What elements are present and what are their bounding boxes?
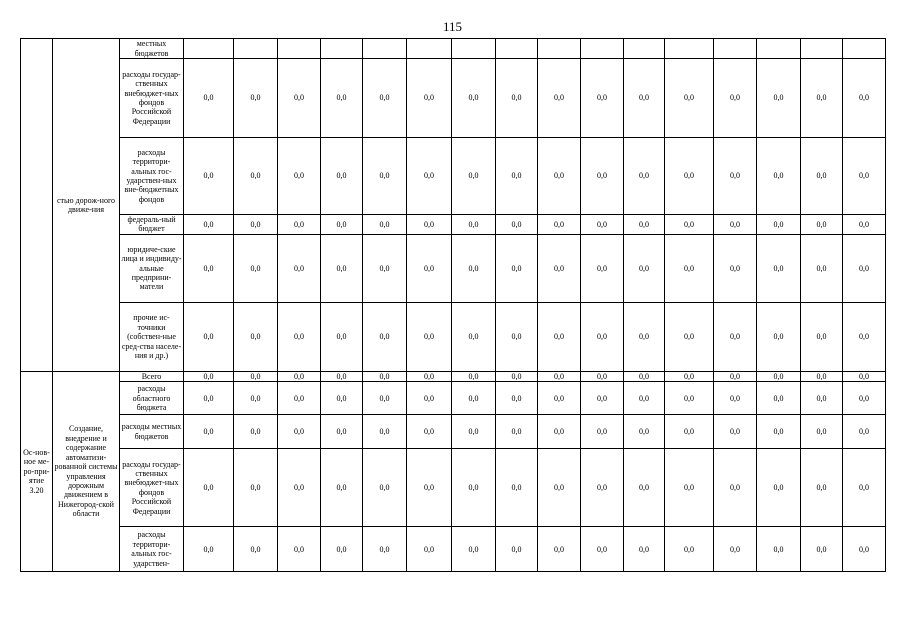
value-cell: 0,0 (714, 449, 757, 527)
value-cell: 0,0 (757, 59, 801, 138)
value-cell: 0,0 (407, 382, 452, 415)
value-cell: 0,0 (452, 382, 496, 415)
value-cell: 0,0 (624, 302, 665, 371)
value-cell: 0,0 (714, 415, 757, 449)
value-cell: 0,0 (496, 234, 538, 302)
value-cell: 0,0 (363, 302, 407, 371)
table-row (21, 382, 886, 415)
budget-table (20, 38, 886, 572)
value-cell: 0,0 (321, 234, 363, 302)
value-cell: 0,0 (452, 138, 496, 215)
value-cell: 0,0 (234, 302, 278, 371)
value-cell: 0,0 (496, 59, 538, 138)
value-cell: 0,0 (714, 234, 757, 302)
value-cell: 0,0 (363, 382, 407, 415)
value-cell: 0,0 (801, 449, 843, 527)
value-cell: 0,0 (407, 527, 452, 572)
funding-source-label: Всего (120, 371, 184, 381)
value-cell: 0,0 (665, 215, 714, 235)
value-cell: 0,0 (321, 215, 363, 235)
value-cell: 0,0 (321, 59, 363, 138)
table-row (21, 415, 886, 449)
table-row (21, 215, 886, 235)
value-cell (581, 39, 624, 59)
value-cell: 0,0 (581, 415, 624, 449)
value-cell: 0,0 (538, 234, 581, 302)
value-cell: 0,0 (452, 449, 496, 527)
activity-number-cell: Ос-нов-ное ме-ро-при-ятие 3.20 (21, 371, 53, 571)
value-cell: 0,0 (452, 415, 496, 449)
value-cell: 0,0 (624, 59, 665, 138)
value-cell: 0,0 (452, 527, 496, 572)
value-cell (757, 39, 801, 59)
value-cell: 0,0 (843, 449, 886, 527)
value-cell: 0,0 (843, 234, 886, 302)
value-cell: 0,0 (234, 415, 278, 449)
value-cell: 0,0 (843, 138, 886, 215)
value-cell: 0,0 (278, 59, 321, 138)
value-cell: 0,0 (321, 382, 363, 415)
value-cell: 0,0 (321, 371, 363, 381)
value-cell (665, 39, 714, 59)
value-cell: 0,0 (363, 371, 407, 381)
value-cell: 0,0 (184, 527, 234, 572)
funding-source-label: расходы государ-ственных внебюджет-ных фондов Российской Федерации (120, 449, 184, 527)
value-cell: 0,0 (714, 59, 757, 138)
value-cell: 0,0 (407, 215, 452, 235)
value-cell: 0,0 (801, 371, 843, 381)
funding-source-label: местных бюджетов (120, 39, 184, 59)
value-cell: 0,0 (184, 215, 234, 235)
value-cell: 0,0 (407, 59, 452, 138)
value-cell: 0,0 (496, 449, 538, 527)
table-row (21, 234, 886, 302)
value-cell: 0,0 (757, 527, 801, 572)
value-cell (801, 39, 843, 59)
value-cell (496, 39, 538, 59)
value-cell: 0,0 (234, 449, 278, 527)
value-cell: 0,0 (496, 371, 538, 381)
value-cell: 0,0 (757, 138, 801, 215)
value-cell (234, 39, 278, 59)
value-cell (624, 39, 665, 59)
value-cell: 0,0 (321, 302, 363, 371)
value-cell: 0,0 (757, 215, 801, 235)
value-cell: 0,0 (363, 415, 407, 449)
value-cell: 0,0 (496, 415, 538, 449)
value-cell: 0,0 (801, 382, 843, 415)
value-cell (714, 39, 757, 59)
value-cell: 0,0 (665, 371, 714, 381)
value-cell: 0,0 (801, 59, 843, 138)
value-cell: 0,0 (363, 59, 407, 138)
value-cell: 0,0 (581, 371, 624, 381)
funding-source-label: расходы территори-альных гос-ударствен-ных вне-бюджетных фондов (120, 138, 184, 215)
value-cell: 0,0 (184, 138, 234, 215)
value-cell: 0,0 (321, 527, 363, 572)
value-cell: 0,0 (278, 415, 321, 449)
value-cell: 0,0 (843, 215, 886, 235)
value-cell: 0,0 (843, 415, 886, 449)
value-cell: 0,0 (538, 371, 581, 381)
value-cell: 0,0 (184, 415, 234, 449)
value-cell: 0,0 (184, 371, 234, 381)
value-cell: 0,0 (538, 415, 581, 449)
value-cell: 0,0 (624, 527, 665, 572)
value-cell: 0,0 (363, 138, 407, 215)
value-cell: 0,0 (452, 234, 496, 302)
value-cell: 0,0 (234, 138, 278, 215)
value-cell: 0,0 (665, 449, 714, 527)
value-cell: 0,0 (538, 382, 581, 415)
value-cell: 0,0 (452, 302, 496, 371)
value-cell: 0,0 (496, 215, 538, 235)
table-row (21, 59, 886, 138)
value-cell: 0,0 (278, 449, 321, 527)
value-cell: 0,0 (278, 302, 321, 371)
activity-number-cell (21, 39, 53, 372)
value-cell: 0,0 (665, 415, 714, 449)
value-cell: 0,0 (538, 138, 581, 215)
value-cell: 0,0 (452, 59, 496, 138)
value-cell: 0,0 (757, 382, 801, 415)
value-cell (321, 39, 363, 59)
value-cell: 0,0 (363, 215, 407, 235)
value-cell: 0,0 (496, 302, 538, 371)
value-cell: 0,0 (538, 527, 581, 572)
value-cell: 0,0 (538, 59, 581, 138)
value-cell: 0,0 (407, 302, 452, 371)
funding-source-label: юридиче-ские лица и индивиду-альные предприни-матели (120, 234, 184, 302)
table-row (21, 39, 886, 59)
value-cell: 0,0 (581, 302, 624, 371)
value-cell: 0,0 (801, 234, 843, 302)
value-cell: 0,0 (363, 449, 407, 527)
table-row (21, 302, 886, 371)
value-cell: 0,0 (801, 527, 843, 572)
value-cell: 0,0 (665, 527, 714, 572)
value-cell: 0,0 (234, 215, 278, 235)
value-cell: 0,0 (714, 215, 757, 235)
value-cell: 0,0 (624, 234, 665, 302)
budget-table-body (21, 39, 886, 572)
value-cell: 0,0 (184, 302, 234, 371)
value-cell: 0,0 (624, 371, 665, 381)
value-cell (407, 39, 452, 59)
value-cell: 0,0 (234, 527, 278, 572)
value-cell: 0,0 (581, 382, 624, 415)
value-cell: 0,0 (843, 371, 886, 381)
value-cell: 0,0 (496, 138, 538, 215)
value-cell: 0,0 (665, 59, 714, 138)
value-cell: 0,0 (714, 371, 757, 381)
value-cell: 0,0 (234, 234, 278, 302)
value-cell: 0,0 (496, 382, 538, 415)
value-cell: 0,0 (714, 382, 757, 415)
value-cell: 0,0 (665, 382, 714, 415)
value-cell: 0,0 (321, 138, 363, 215)
value-cell: 0,0 (278, 382, 321, 415)
value-cell: 0,0 (452, 215, 496, 235)
value-cell: 0,0 (757, 415, 801, 449)
activity-name-cell: Создание, внедрение и содержание автоматизи-рованной системы управления дорожным движением в Нижегород-ской области (53, 371, 120, 571)
value-cell: 0,0 (321, 449, 363, 527)
value-cell: 0,0 (278, 215, 321, 235)
activity-name-cell: стью дорож-ного движе-ния (53, 39, 120, 372)
funding-source-label: расходы местных бюджетов (120, 415, 184, 449)
value-cell: 0,0 (843, 527, 886, 572)
value-cell: 0,0 (757, 449, 801, 527)
value-cell: 0,0 (581, 138, 624, 215)
funding-source-label: расходы государ-ственных внебюджет-ных фондов Российской Федерации (120, 59, 184, 138)
value-cell: 0,0 (801, 302, 843, 371)
value-cell: 0,0 (801, 415, 843, 449)
value-cell: 0,0 (714, 138, 757, 215)
value-cell: 0,0 (407, 371, 452, 381)
value-cell: 0,0 (757, 371, 801, 381)
funding-source-label: расходы областного бюджета (120, 382, 184, 415)
value-cell: 0,0 (581, 527, 624, 572)
value-cell: 0,0 (538, 302, 581, 371)
value-cell: 0,0 (278, 138, 321, 215)
funding-source-label: расходы территори-альных гос-ударствен- (120, 527, 184, 572)
value-cell: 0,0 (581, 59, 624, 138)
value-cell: 0,0 (184, 449, 234, 527)
value-cell: 0,0 (363, 234, 407, 302)
funding-source-label: прочие ис-точники (собствен-ные сред-ства населе-ния и др.) (120, 302, 184, 371)
value-cell: 0,0 (581, 234, 624, 302)
page-number: 115 (442, 19, 463, 34)
value-cell: 0,0 (665, 234, 714, 302)
value-cell: 0,0 (278, 234, 321, 302)
value-cell: 0,0 (757, 302, 801, 371)
value-cell: 0,0 (496, 527, 538, 572)
value-cell: 0,0 (665, 302, 714, 371)
value-cell: 0,0 (624, 215, 665, 235)
value-cell: 0,0 (665, 138, 714, 215)
value-cell: 0,0 (581, 215, 624, 235)
value-cell: 0,0 (624, 138, 665, 215)
value-cell: 0,0 (714, 527, 757, 572)
value-cell: 0,0 (407, 138, 452, 215)
value-cell (363, 39, 407, 59)
value-cell: 0,0 (624, 449, 665, 527)
value-cell: 0,0 (538, 449, 581, 527)
value-cell: 0,0 (363, 527, 407, 572)
value-cell: 0,0 (801, 215, 843, 235)
value-cell: 0,0 (407, 415, 452, 449)
value-cell (278, 39, 321, 59)
value-cell: 0,0 (843, 382, 886, 415)
value-cell: 0,0 (843, 302, 886, 371)
table-row (21, 371, 886, 381)
table-row (21, 527, 886, 572)
table-row (21, 449, 886, 527)
value-cell: 0,0 (452, 371, 496, 381)
funding-source-label: федераль-ный бюджет (120, 215, 184, 235)
value-cell: 0,0 (538, 215, 581, 235)
value-cell: 0,0 (278, 527, 321, 572)
value-cell: 0,0 (624, 415, 665, 449)
value-cell: 0,0 (321, 415, 363, 449)
value-cell: 0,0 (407, 234, 452, 302)
value-cell: 0,0 (581, 449, 624, 527)
value-cell: 0,0 (234, 59, 278, 138)
value-cell (452, 39, 496, 59)
value-cell (184, 39, 234, 59)
value-cell: 0,0 (801, 138, 843, 215)
value-cell: 0,0 (184, 59, 234, 138)
value-cell: 0,0 (234, 371, 278, 381)
value-cell: 0,0 (624, 382, 665, 415)
value-cell (538, 39, 581, 59)
value-cell: 0,0 (407, 449, 452, 527)
value-cell: 0,0 (184, 382, 234, 415)
value-cell: 0,0 (184, 234, 234, 302)
value-cell: 0,0 (234, 382, 278, 415)
value-cell: 0,0 (714, 302, 757, 371)
value-cell: 0,0 (843, 59, 886, 138)
value-cell (843, 39, 886, 59)
value-cell: 0,0 (757, 234, 801, 302)
table-row (21, 138, 886, 215)
value-cell: 0,0 (278, 371, 321, 381)
